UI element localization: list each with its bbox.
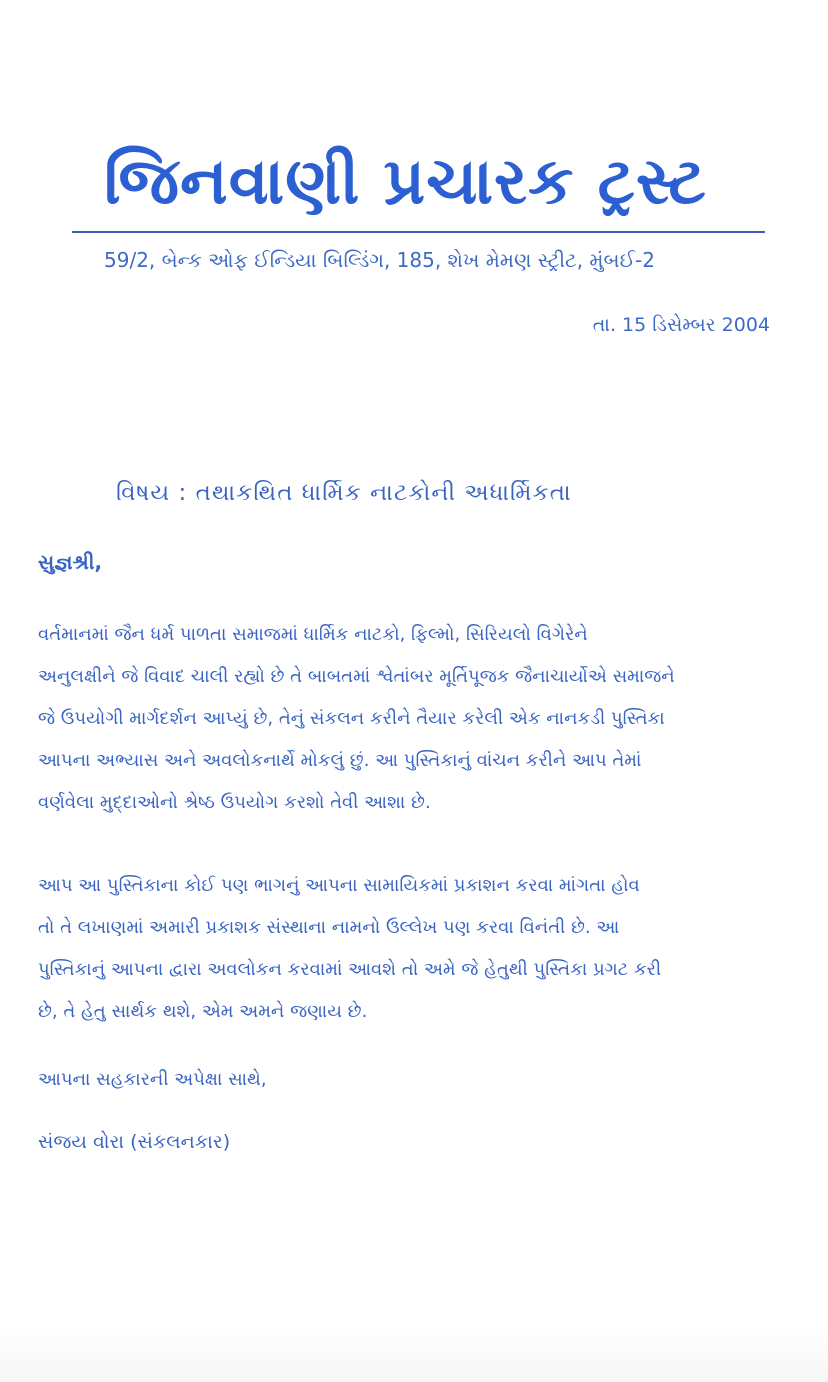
paragraph-line: જે ઉપયોગી માર્ગદર્શન આપ્યું છે, તેનું સંકલન કરીને તૈયાર કરેલી એક નાનકડી પુસ્તિકા: [38, 708, 665, 729]
paragraph-line: વર્ણવેલા મુદ્દાઓનો શ્રેષ્ઠ ઉપયોગ કરશો તેવી આશા છે.: [38, 792, 431, 813]
paragraph-line: અનુલક્ષીને જે વિવાદ ચાલી રહ્યો છે તે બાબતમાં શ્વેતાંબર મૂર્તિપૂજક જૈનાચાર્યોએ સમાજને: [38, 666, 675, 687]
letter-salutation: સુજ્ઞશ્રી,: [38, 550, 103, 574]
paragraph-line: આપના અભ્યાસ અને અવલોકનાર્થે મોકલું છું. આ પુસ્તિકાનું વાંચન કરીને આપ તેમાં: [38, 750, 642, 771]
paragraph-line: વર્તમાનમાં જૈન ધર્મ પાળતા સમાજમાં ધાર્મિક નાટકો, ફિલ્મો, સિરિયલો વિગેરેને: [38, 624, 588, 645]
letterhead-divider: [72, 231, 765, 233]
letter-signature: સંજય વોરા (સંકલનકાર): [38, 1131, 231, 1153]
letterhead-address: 59/2, બેન્ક ઓફ ઈન્ડિયા બિલ્ડિંગ, 185, શેખ મેમણ સ્ટ્રીટ, મુંબઈ-2: [104, 248, 655, 272]
paragraph-line: આપ આ પુસ્તિકાના કોઈ પણ ભાગનું આપના સામાયિકમાં પ્રકાશન કરવા માંગતા હોવ: [38, 875, 640, 896]
body-paragraph-2: [38, 865, 778, 1033]
letter-date: તા. 15 ડિસેમ્બર 2004: [592, 314, 770, 336]
body-paragraph-1: [38, 614, 778, 824]
paragraph-line: તો તે લખાણમાં અમારી પ્રકાશક સંસ્થાના નામનો ઉલ્લેખ પણ કરવા વિનંતી છે. આ: [38, 917, 620, 938]
letter-closing: આપના સહકારની અપેક્ષા સાથે,: [38, 1069, 267, 1090]
paragraph-line: છે, તે હેતુ સાર્થક થશે, એમ અમને જણાય છે.: [38, 1001, 368, 1022]
paragraph-line: પુસ્તિકાનું આપના દ્વારા અવલોકન કરવામાં આવશે તો અમે જે હેતુથી પુસ્તિકા પ્રગટ કરી: [38, 959, 662, 980]
letterhead-title: જિનવાણી પ્રચારક ટ્રસ્ટ: [104, 145, 707, 219]
letter-subject: વિષય : તથાકથિત ધાર્મિક નાટકોની અધાર્મિકતા: [116, 480, 572, 506]
